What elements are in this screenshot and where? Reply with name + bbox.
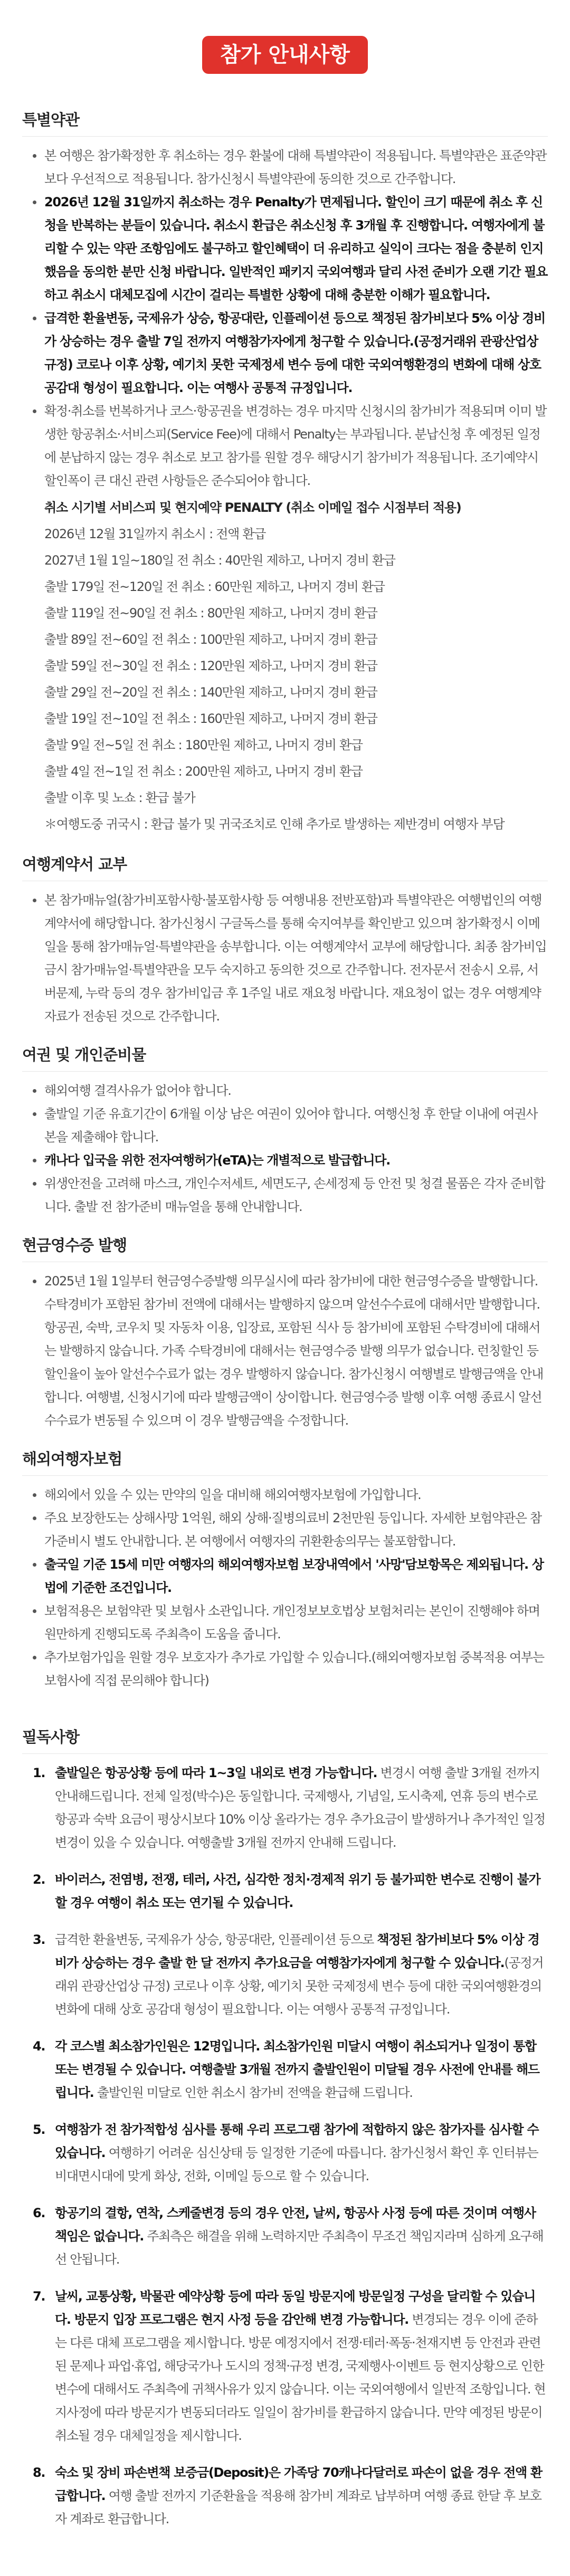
penalty-row: 출발 9일 전~5일 전 취소 : 180만원 제하고, 나머지 경비 환급 — [44, 738, 363, 752]
section-heading: 현금영수증 발행 — [22, 1232, 548, 1262]
body-text: 변경되는 경우 이에 준하는 다른 대체 프로그램을 제시합니다. 방문 예정지에서 전쟁·테러·폭동·천재지변 등 안전과 관련된 문제나 파업·휴업, 해당국가나 도시의 정책·규정 변경, 국제행사·이벤트 등 현지상황으로 인한 변수에 대해서도 주최측에 귀책사유가 있지 않습니다. 이는 국외여행에서 일반적 조항입니다. 현지사정에 따라 방문지가 변동되더라도 일일이 참가비를 환급하지 않습니다. 만약 예정된 방문이 취소될 경우 대체일정을 제시합니다. — [55, 2312, 546, 2443]
penalty-row: 출발 119일 전~90일 전 취소 : 80만원 제하고, 나머지 경비 환급 — [44, 606, 377, 621]
list-item: 주요 보장한도는 상해사망 1억원, 해외 상해·질병의료비 2천만원 등입니다. 자세한 보험약관은 참가준비시 별도 안내합니다. 본 여행에서 여행자의 귀환환송의무는 불포함합니다. — [33, 1506, 548, 1553]
section-heading: 해외여행자보험 — [22, 1446, 548, 1476]
penalty-heading: 취소 시기별 서비스피 및 현지예약 PENALTY (취소 이메일 접수 시점부터 적용) — [44, 500, 461, 515]
emphasis-text: 숙소 및 장비 파손변책 보증금(Deposit)은 가족당 70캐나다달러로 파손이 없을 경우 전액 환급합니다. — [55, 2465, 542, 2503]
section-contract — [22, 851, 548, 1028]
penalty-row: 출발 179일 전~120일 전 취소 : 60만원 제하고, 나머지 경비 환급 — [44, 579, 385, 594]
section-spacer — [22, 1692, 548, 1710]
numbered-item — [33, 1928, 548, 2021]
numbered-list — [22, 1761, 548, 2531]
body-text: 여행하기 어려운 심신상태 등 일정한 기준에 따릅니다. 참가신청서 확인 후 인터뷰는 비대면시대에 맞게 화상, 전화, 이메일 등으로 할 수 있습니다. — [55, 2145, 538, 2183]
section-insurance — [22, 1446, 548, 1692]
list-item — [33, 1149, 548, 1172]
section-heading: 여권 및 개인준비물 — [22, 1042, 548, 1072]
emphasis-text: 출발일은 항공상황 등에 따라 1~3일 내외로 변경 가능합니다. — [55, 1766, 377, 1780]
penalty-row: 출발 4일 전~1일 전 취소 : 200만원 제하고, 나머지 경비 환급 — [44, 764, 363, 779]
emphasis-text: 책정된 참가비보다 5% 이상 경비가 상승하는 경우 출발 한 달 전까지 추가요금을 여행참가자에게 청구할 수 있습니다. — [55, 1932, 539, 1970]
item-number: 7. — [33, 2289, 45, 2304]
penalty-row: 2027년 1월 1일~180일 전 취소 : 40만원 제하고, 나머지 경비 환급 — [44, 553, 395, 568]
body-text: 여행 출발 전까지 기준환율을 적용해 참가비 계좌로 납부하며 여행 종료 한달 후 보호자 계좌로 환급합니다. — [55, 2488, 542, 2526]
penalty-row: ＊여행도중 귀국시 : 환급 불가 및 귀국조치로 인해 추가로 발생하는 제반경비 여행자 부담 — [44, 817, 505, 832]
emphasis-text: 급격한 환율변동, 국제유가 상승, 항공대란, 인플레이션 등으로 책정된 참가비보다 5% 이상 경비가 상승하는 경우 출발 7일 전까지 여행참가자에게 청구할 수 있습니다.(공정거래위 관광산업상 규정) 코로나 이후 상황, 예기치 못한 국제정세 변수 등에 대한 국외여행환경의 변화에 대해 상호 공감대 형성이 필요합니다. 이는 여행사 공통적 규정입니다. — [44, 311, 545, 395]
bullet-list — [22, 1270, 548, 1432]
emphasis-text: 바이러스, 전염병, 전쟁, 테러, 사건, 심각한 정치·경제적 위기 등 불가피한 변수로 진행이 불가할 경우 여행이 취소 또는 연기될 수 있습니다. — [55, 1872, 540, 1910]
penalty-row: 출발 59일 전~30일 전 취소 : 120만원 제하고, 나머지 경비 환급 — [44, 659, 377, 673]
penalty-row: 출발 89일 전~60일 전 취소 : 100만원 제하고, 나머지 경비 환급 — [44, 632, 377, 647]
list-item: 해외에서 있을 수 있는 만약의 일을 대비해 해외여행자보험에 가입합니다. — [33, 1483, 548, 1506]
numbered-item — [33, 2461, 548, 2531]
section-heading: 필독사항 — [22, 1724, 548, 1754]
body-text: 주최측은 해결을 위해 노력하지만 주최측이 무조건 책임지라며 심하게 요구해선 안됩니다. — [55, 2229, 544, 2267]
page-title-badge: 참가 안내사항 — [202, 36, 368, 74]
numbered-item — [33, 2285, 548, 2447]
emphasis-text: 각 코스별 최소참가인원은 12명입니다. 최소참가인원 미달시 여행이 취소되거나 일정이 통합 또는 변경될 수 있습니다. — [55, 2039, 536, 2077]
section-heading: 특별약관 — [22, 107, 548, 137]
emphasis-text: 여행출발 3개월 전까지 출발인원이 미달될 경우 사전에 안내를 해드립니다. — [55, 2062, 539, 2100]
numbered-item — [33, 2118, 548, 2188]
emphasis-text: 캐나다 입국을 위한 전자여행허가(eTA)는 개별적으로 발급합니다. — [44, 1153, 390, 1168]
bullet-list — [22, 889, 548, 1028]
bullet-list — [22, 144, 548, 492]
list-item — [33, 190, 548, 307]
list-item: 추가보험가입을 원할 경우 보호자가 추가로 가입할 수 있습니다.(해외여행자보험 중복적용 여부는 보험사에 직접 문의해야 합니다) — [33, 1646, 548, 1692]
section-special-terms — [22, 107, 548, 837]
title-area — [22, 0, 548, 93]
body-text: (공정거래위 관광산업상 규정) 코로나 이후 상황, 예기치 못한 국제정세 변수 등에 대한 국외여행환경의 변화에 대해 상호 공감대 형성이 필요합니다. 이는 여행사 공통적 규정입니다. — [55, 1955, 544, 2017]
list-item: 보험적용은 보험약관 및 보험사 소관입니다. 개인정보보호법상 보험처리는 본인이 진행해야 하며 원만하게 진행되도록 주최측이 도움을 줍니다. — [33, 1599, 548, 1646]
list-item: 출발일 기준 유효기간이 6개월 이상 남은 여권이 있어야 합니다. 여행신청 후 한달 이내에 여권사본을 제출해야 합니다. — [33, 1102, 548, 1149]
penalty-row: 출발 19일 전~10일 전 취소 : 160만원 제하고, 나머지 경비 환급 — [44, 711, 377, 726]
penalty-row: 출발 29일 전~20일 전 취소 : 140만원 제하고, 나머지 경비 환급 — [44, 685, 377, 700]
penalty-row: 출발 이후 및 노쇼 : 환급 불가 — [44, 790, 195, 805]
emphasis-text: 2026년 12월 31일까지 취소하는 경우 Penalty가 면제됩니다. 할인이 크기 때문에 취소 후 신청을 반복하는 분들이 있습니다. 취소시 환급은 취소신청 후 3개월 후 진행합니다. 여행자에게 불리할 수 있는 약관 조항임에도 불구하고 할인혜택이 더 유리하고 실익이 크다는 점을 충분히 인지했음을 동의한 분만 신청 바랍니다. 일반적인 패키지 국외여행과 달리 사전 준비가 오랜 기간 필요하고 취소시 대체모집에 시간이 걸리는 특별한 상황에 대해 충분한 이해가 필요합니다. — [44, 195, 548, 302]
item-number: 1. — [33, 1766, 45, 1780]
penalty-table — [22, 494, 548, 837]
list-item — [33, 307, 548, 399]
list-item: 2025년 1월 1일부터 현금영수증발행 의무실시에 따라 참가비에 대한 현금영수증을 발행합니다. 수탁경비가 포함된 참가비 전액에 대해서는 발행하지 않으며 알선수수료에 대해서만 발행합니다. 항공권, 숙박, 코우치 및 자동차 이용, 입장료, 포함된 식사 등 참가비에 포함된 수탁경비에 대해서는 발행하지 않습니다. 가족 수탁경비에 대해서는 현금영수증 발행 의무가 없습니다. 런칭할인 등 할인율이 높아 알선수수료가 없는 경우 발행하지 않습니다. 참가신청시 여행별로 발행금액을 안내합니다. 여행별, 신청시기에 따라 발행금액이 상이합니다. 현금영수증 발행 이후 여행 종료시 알선수수료가 변동될 수 있으며 이 경우 발행금액을 수정합니다. — [33, 1270, 548, 1432]
numbered-item — [33, 1761, 548, 1854]
emphasis-text: 항공기의 결항, 연착, 스케줄변경 등의 경우 안전, 날씨, 항공사 사정 등에 따른 것이며 여행사 책임은 없습니다. — [55, 2206, 536, 2244]
body-text: 변경시 여행 출발 3개월 전까지 안내해드립니다. 전체 일정(박수)은 동일합니다. 국제행사, 기념일, 도시축제, 연휴 등의 변수로 항공과 숙박 요금이 평상시보다 10% 이상 올라가는 경우 추가요금이 발생하거나 추가적인 일정변경이 있을 수 있습니다. 여행출발 3개월 전까지 안내해 드립니다. — [55, 1766, 545, 1850]
list-item: 확정·취소를 번복하거나 코스·항공권을 변경하는 경우 마지막 신청시의 참가비가 적용되며 이미 발생한 항공취소·서비스피(Service Fee)에 대해서 Penalty는 부과됩니다. 분납신청 후 예정된 일정에 분납하지 않는 경우 취소로 보고 참가를 원할 경우 해당시기 참가비가 적용됩니다. 조기예약시 할인폭이 큰 대신 관련 사항들은 준수되어야 합니다. — [33, 399, 548, 492]
emphasis-text: 출국일 기준 15세 미만 여행자의 해외여행자보험 보장내역에서 '사망'담보항목은 제외됩니다. 상법에 기준한 조건입니다. — [44, 1557, 544, 1595]
body-text: 출발인원 미달로 인한 취소시 참가비 전액을 환급해 드립니다. — [93, 2085, 413, 2100]
list-item: 본 참가매뉴얼(참가비포함사항·불포함사항 등 여행내용 전반포함)과 특별약관은 여행법인의 여행계약서에 해당합니다. 참가신청시 구글독스를 통해 숙지여부를 확인받고 있으며 참가확정시 이메일을 통해 참가매뉴얼·특별약관을 송부합니다. 이는 여행계약서 교부에 해당합니다. 최종 참가비입금시 참가매뉴얼·특별약관을 모두 숙지하고 동의한 것으로 간주합니다. 전자문서 전송시 오류, 서버문제, 누락 등의 경우 참가비입금 후 1주일 내로 재요청 바랍니다. 재요청이 없는 경우 여행계약 자료가 전송된 것으로 간주합니다. — [33, 889, 548, 1028]
item-number: 4. — [33, 2039, 45, 2054]
list-item: 위생안전을 고려해 마스크, 개인수저세트, 세면도구, 손세정제 등 안전 및 청결 물품은 각자 준비합니다. 출발 전 참가준비 매뉴얼을 통해 안내합니다. — [33, 1172, 548, 1218]
bullet-list — [22, 1079, 548, 1218]
section-cash-receipt — [22, 1232, 548, 1432]
bullet-list — [22, 1483, 548, 1692]
item-number: 8. — [33, 2465, 45, 2480]
section-passport — [22, 1042, 548, 1218]
numbered-item — [33, 2035, 548, 2104]
list-item — [33, 1553, 548, 1599]
list-item: 본 여행은 참가확정한 후 취소하는 경우 환불에 대해 특별약관이 적용됩니다. 특별약관은 표준약관보다 우선적으로 적용됩니다. 참가신청시 특별약관에 동의한 것으로 간주합니다. — [33, 144, 548, 190]
emphasis-text: 여행참가 전 참가적합성 심사를 통해 우리 프로그램 참가에 적합하지 않은 참가자를 심사할 수 있습니다. — [55, 2122, 539, 2160]
emphasis-text: 날씨, 교통상황, 박물관 예약상황 등에 따라 동일 방문지에 방문일정 구성을 달리할 수 있습니다. 방문지 입장 프로그램은 현지 사정 등을 감안해 변경 가능합니다. — [55, 2289, 536, 2327]
item-number: 2. — [33, 1872, 45, 1887]
penalty-row: 2026년 12월 31일까지 취소시 : 전액 환급 — [44, 527, 266, 541]
item-number: 5. — [33, 2122, 45, 2137]
body-text: 급격한 환율변동, 국제유가 상승, 항공대란, 인플레이션 등으로 — [55, 1932, 377, 1947]
section-must-read — [22, 1724, 548, 2531]
numbered-item — [33, 2201, 548, 2271]
item-number: 6. — [33, 2206, 45, 2220]
section-heading: 여행계약서 교부 — [22, 851, 548, 881]
penalty-rows — [44, 521, 548, 837]
item-number: 3. — [33, 1932, 45, 1947]
numbered-item — [33, 1868, 548, 1914]
list-item: 해외여행 결격사유가 없어야 합니다. — [33, 1079, 548, 1102]
